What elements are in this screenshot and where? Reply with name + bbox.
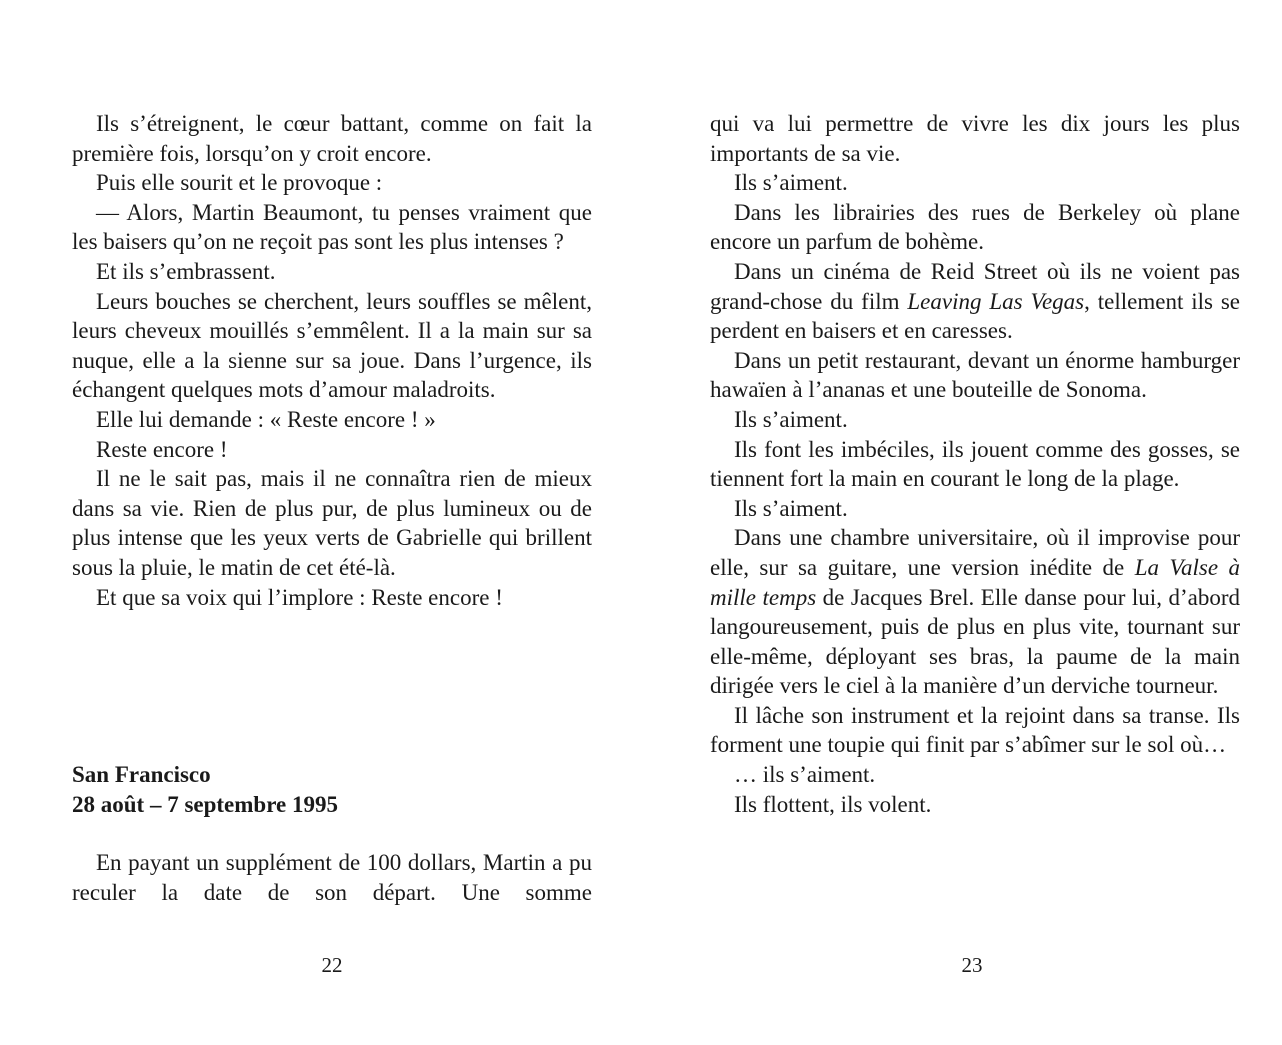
paragraph: Reste encore ! (96, 436, 228, 462)
text-run: Dans un cinéma de Reid Street où ils ne voient pas grand-chose du film (710, 258, 1240, 314)
paragraph: Et que sa voix qui l’implore : Reste encore ! (96, 584, 503, 610)
paragraph: Ils s’aiment. (734, 406, 848, 432)
paragraph: Dans un petit restaurant, devant un énorme hamburger hawaïen à l’ananas et une bouteille de Sonoma. (710, 347, 1240, 403)
paragraph (710, 523, 1240, 701)
page-number-left: 22 (321, 953, 343, 977)
paragraph: … ils s’aiment. (734, 762, 876, 788)
paragraph: Ils font les imbéciles, ils jouent comme des gosses, se tiennent fort la main en courant le long de la plage. (710, 436, 1240, 492)
paragraph: Dans les librairies des rues de Berkeley où plane encore un parfum de bohème. (710, 199, 1240, 255)
paragraph (710, 257, 1240, 346)
paragraph: — Alors, Martin Beaumont, tu penses vraiment que les baisers qu’on ne reçoit pas sont les plus intenses ? (72, 199, 592, 255)
paragraph: Ils s’étreignent, le cœur battant, comme on fait la première fois, lorsqu’on y croit encore. (72, 111, 592, 166)
song-title: La Valse à mille temps (710, 554, 1240, 610)
paragraph: Elle lui demande : « Reste encore ! » (96, 406, 436, 432)
left-page (72, 0, 592, 1045)
text-run: de Jacques Brel. Elle danse pour lui, d’abord langoureusement, puis de plus en plus vite, tournant sur elle-même, déployant ses bras, la paume de la main dirigée vers le ciel à la manière d’un derviche tourneur. (710, 584, 1240, 699)
text-run: Dans une chambre universitaire, où il improvise pour elle, sur sa guitare, une version inédite de (710, 525, 1240, 580)
page-number-right: 23 (961, 953, 983, 977)
text-run: , tellement ils se perdent en baisers et en caresses. (710, 288, 1240, 344)
paragraph: Il lâche son instrument et la rejoint dans sa transe. Ils forment une toupie qui finit par s’abîmer sur le sol où… (710, 702, 1240, 758)
heading-place: San Francisco (72, 762, 211, 787)
paragraph: Il ne le sait pas, mais il ne connaîtra rien de mieux dans sa vie. Rien de plus pur, de plus lumineux ou de plus intense que les yeux verts de Gabrielle qui brillent sous la pluie, le matin de cet été-là. (72, 466, 592, 580)
gutter (640, 0, 641, 1045)
heading-dates: 28 août – 7 septembre 1995 (72, 792, 338, 817)
paragraph: Leurs bouches se cherchent, leurs souffles se mêlent, leurs cheveux mouillés s’emmêlent. Il a la main sur sa nuque, elle a la sienne sur sa joue. Dans l’urgence, ils échangent quelques mots d’amour maladroits. (72, 288, 592, 403)
film-title: Leaving Las Vegas (907, 288, 1085, 314)
section-heading (72, 760, 592, 820)
right-page-text (710, 109, 1240, 819)
paragraph: Puis elle sourit et le provoque : (96, 170, 383, 196)
paragraph: Et ils s’embrassent. (96, 258, 276, 284)
right-page (710, 0, 1240, 1045)
paragraph: Ils s’aiment. (734, 170, 848, 196)
paragraph: Ils flottent, ils volent. (734, 791, 932, 817)
paragraph: En payant un supplément de 100 dollars, Martin a pu reculer la date de son départ. Une somme (72, 850, 592, 905)
left-page-text (72, 109, 592, 612)
paragraph: Ils s’aiment. (734, 495, 848, 521)
left-page-text-bottom (72, 848, 592, 907)
paragraph-continuation: qui va lui permettre de vivre les dix jours les plus importants de sa vie. (710, 111, 1240, 166)
